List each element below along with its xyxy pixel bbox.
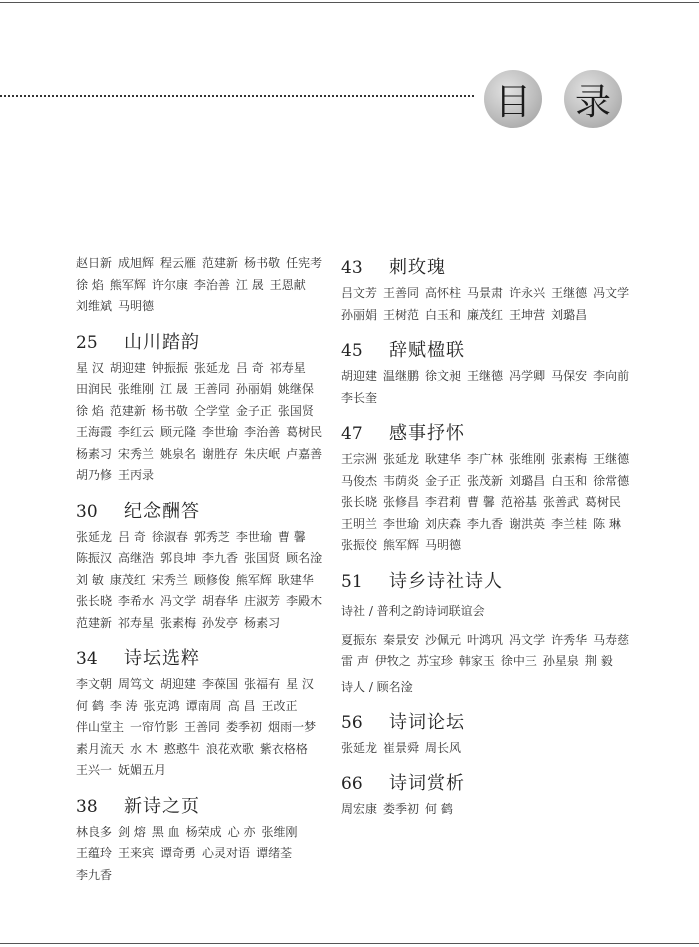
- subsection-label: 诗社 / 普利之韵诗词联谊会: [341, 603, 485, 618]
- author-name: 高怀柱: [425, 286, 462, 300]
- section-title: 诗词论坛: [389, 711, 465, 733]
- author-name: 赵日新: [76, 256, 113, 270]
- author-name: 王继德: [551, 286, 588, 300]
- author-list: [341, 449, 641, 557]
- author-name: 张修昌: [383, 495, 420, 509]
- section-title: 刺玫瑰: [389, 257, 446, 278]
- author-name: 李殿木: [286, 594, 323, 608]
- author-name: 卢嘉善: [286, 446, 323, 461]
- author-name: 杨书敬: [151, 403, 188, 418]
- author-name: 胡迎建: [160, 677, 197, 691]
- author-name: 浪花欢歌: [205, 741, 254, 756]
- author-name: 范裕基: [500, 495, 537, 509]
- author-name: 胡迎建: [109, 360, 146, 375]
- author-name: 成旭辉: [118, 256, 155, 270]
- author-name: 金子正: [425, 473, 462, 488]
- author-name: 李九香: [202, 551, 239, 565]
- author-list: [76, 358, 331, 487]
- author-name: 徐淑春: [151, 529, 188, 544]
- author-name: 熊军辉: [383, 538, 420, 552]
- author-name: 王兴一: [76, 763, 113, 777]
- author-name: 宋秀兰: [151, 572, 188, 587]
- toc-right-column: [341, 253, 641, 831]
- section-page-number: 30: [76, 501, 98, 522]
- author-name: 许秀华: [551, 632, 588, 647]
- author-name: 星 汉: [76, 360, 104, 375]
- section-heading[interactable]: [341, 567, 641, 597]
- author-name: 素月流天: [76, 741, 125, 756]
- author-list: [341, 366, 641, 409]
- section-title: 新诗之页: [124, 795, 200, 817]
- author-name: 王海霞: [76, 425, 113, 439]
- author-name: 冯学卿: [509, 369, 546, 383]
- section-heading[interactable]: [76, 792, 331, 822]
- author-name: 曹 馨: [277, 529, 306, 544]
- author-name: 黑 血: [151, 824, 180, 839]
- section-page-number: 25: [76, 332, 98, 353]
- author-name: 李长奎: [341, 390, 378, 405]
- author-name: 耿建华: [277, 572, 314, 587]
- section-page-number: 38: [76, 796, 98, 817]
- author-name: 娄季初: [383, 802, 420, 816]
- author-name: 心 亦: [227, 824, 256, 839]
- author-name: 高继浩: [118, 551, 155, 565]
- author-name: 夏振东: [341, 632, 378, 647]
- author-name: 温继鹏: [383, 369, 420, 383]
- author-list: [76, 674, 331, 782]
- author-name: 剑 熔: [118, 824, 146, 839]
- author-name: 范建新: [109, 403, 146, 418]
- author-name: 曹 馨: [467, 495, 495, 509]
- author-name: 郭秀芝: [193, 529, 230, 544]
- author-name: 徐常德: [593, 473, 630, 488]
- author-name: 白玉和: [425, 307, 462, 322]
- section-title: 纪念酬答: [124, 500, 200, 522]
- author-name: 胡春华: [202, 594, 239, 608]
- author-name: 熊军辉: [235, 572, 272, 587]
- title-char-2: 录: [574, 81, 611, 123]
- author-name: 张延龙: [193, 360, 230, 375]
- author-name: 冯文学: [593, 286, 630, 300]
- section-heading[interactable]: [76, 497, 331, 527]
- author-name: 吕 奇: [235, 360, 264, 375]
- author-name: 祁寿星: [118, 615, 155, 630]
- section-page-number: 45: [341, 341, 363, 361]
- author-name: 范建新: [202, 256, 239, 270]
- author-name: 王树范: [383, 307, 420, 322]
- title-char-disc-1: [484, 70, 542, 128]
- author-list: [341, 738, 641, 760]
- section-heading[interactable]: [76, 644, 331, 674]
- author-name: 李九香: [76, 867, 113, 882]
- author-name: 王继德: [593, 452, 630, 466]
- author-name: 叶鸿巩: [467, 632, 504, 647]
- author-name: 张国贤: [277, 403, 314, 418]
- author-name: 金子正: [235, 403, 272, 418]
- author-name: 张维刚: [118, 382, 155, 396]
- author-name: 张延龙: [76, 529, 113, 544]
- toc-section: [76, 792, 331, 887]
- section-heading[interactable]: [341, 336, 641, 366]
- toc-section: [341, 336, 641, 409]
- author-name: 杨素习: [76, 446, 113, 461]
- author-name: 王善同: [383, 286, 420, 300]
- author-name: 吕文芳: [341, 286, 378, 300]
- author-name: 白玉和: [551, 473, 588, 488]
- author-name: 张长晓: [76, 594, 113, 608]
- author-name: 张维刚: [509, 452, 546, 466]
- author-name: 秦景安: [383, 632, 420, 647]
- section-heading[interactable]: [341, 708, 641, 738]
- author-name: 郭良坤: [160, 551, 197, 565]
- author-name: 周笃文: [118, 677, 155, 691]
- top-border-line: [0, 2, 699, 3]
- author-name: 江 晟: [235, 277, 264, 292]
- author-name: 谭绪荃: [256, 846, 293, 860]
- author-name: 王善同: [184, 720, 221, 734]
- author-name: 程云雁: [160, 256, 197, 270]
- dotted-rule: [0, 95, 474, 97]
- author-name: 李世瑜: [202, 425, 239, 439]
- author-name: 谢洪英: [509, 516, 546, 531]
- author-name: 冯文学: [160, 594, 197, 608]
- section-heading[interactable]: [341, 769, 641, 799]
- author-name: 杨荣成: [185, 824, 222, 839]
- author-name: 葛树民: [584, 495, 621, 509]
- author-name: 王坤营: [509, 307, 546, 322]
- author-name: 顾名淦: [286, 551, 323, 565]
- author-name: 江 晟: [160, 382, 188, 396]
- author-list: [76, 527, 331, 635]
- author-name: 何 鹤: [425, 802, 453, 816]
- author-name: 祁寿星: [269, 360, 306, 375]
- author-name: 顾元隆: [160, 425, 197, 439]
- author-name: 刘维斌: [76, 299, 113, 313]
- author-list: [341, 630, 641, 673]
- author-name: 刘璐昌: [509, 473, 546, 488]
- author-name: 葛树民: [286, 425, 323, 439]
- toc-section: [341, 253, 641, 326]
- toc-section: [76, 328, 331, 487]
- author-name: 张素梅: [160, 615, 197, 630]
- toc-section: [341, 567, 641, 698]
- toc-section: [341, 708, 641, 760]
- author-name: 谢胜存: [202, 446, 239, 461]
- author-name: 水 木: [130, 741, 158, 756]
- section-title: 诗乡诗社诗人: [389, 570, 503, 592]
- author-name: 朱庆岷: [244, 446, 281, 461]
- author-name: 王来宾: [118, 846, 155, 860]
- author-list: [76, 253, 331, 318]
- author-name: 娄季初: [226, 720, 263, 734]
- author-name: 徐 焰: [76, 277, 104, 292]
- author-name: 何 鹤: [76, 698, 104, 713]
- author-name: 张延龙: [383, 452, 420, 466]
- author-name: 张延龙: [341, 740, 378, 755]
- author-name: 王蕴玲: [76, 846, 113, 860]
- author-name: 李广林: [467, 452, 504, 466]
- author-name: 张素梅: [551, 452, 588, 466]
- author-name: 李治善: [193, 277, 230, 292]
- section-heading[interactable]: [341, 253, 641, 283]
- author-name: 沙佩元: [425, 632, 462, 647]
- section-title: 诗坛选粹: [124, 648, 200, 669]
- author-name: 荆 毅: [584, 654, 613, 668]
- author-name: 孙发亭: [202, 615, 239, 630]
- author-name: 苏宝珍: [416, 654, 453, 668]
- author-name: 张克鸿: [143, 698, 180, 713]
- author-name: 马俊杰: [341, 473, 378, 488]
- author-name: 憨憨牛: [163, 741, 200, 756]
- author-name: 徐 焰: [76, 403, 104, 418]
- author-name: 孙丽娟: [341, 307, 378, 322]
- toc-left-column: [76, 253, 331, 896]
- author-name: 王明兰: [341, 516, 378, 531]
- author-name: 王善同: [193, 382, 230, 396]
- author-name: 李希水: [118, 594, 155, 608]
- author-name: 刘璐昌: [551, 307, 588, 322]
- author-name: 李 涛: [109, 698, 138, 713]
- author-name: 心灵对语: [202, 846, 251, 860]
- author-name: 马明德: [118, 299, 155, 313]
- author-name: 李世瑜: [383, 516, 420, 531]
- author-name: 星 汉: [286, 677, 314, 691]
- author-name: 康茂红: [109, 572, 146, 587]
- author-name: 张国贤: [244, 551, 281, 565]
- author-name: 雷 声: [341, 654, 369, 668]
- author-name: 熊军辉: [109, 277, 146, 292]
- author-name: 孙丽娟: [235, 382, 272, 396]
- section-title: 辞赋楹联: [389, 340, 465, 361]
- author-name: 张维刚: [261, 824, 298, 839]
- author-name: 伊牧之: [374, 654, 411, 668]
- author-name: 胡迎建: [341, 369, 378, 383]
- author-name: 高 昌: [227, 698, 256, 713]
- author-name: 王改正: [261, 698, 298, 713]
- author-name: 张茂新: [467, 473, 504, 488]
- author-name: 姚泉名: [160, 446, 197, 461]
- author-name: 王丙录: [118, 468, 155, 482]
- subsection-label: 诗人 / 顾名淦: [341, 679, 413, 694]
- author-name: 韩家玉: [458, 654, 495, 668]
- section-title: 诗词赏析: [389, 773, 465, 794]
- author-name: 田润民: [76, 382, 113, 396]
- author-name: 马景肃: [467, 286, 504, 300]
- author-name: 李红云: [118, 425, 155, 439]
- author-name: 紫衣格格: [259, 741, 308, 756]
- author-name: 王宗洲: [341, 452, 378, 466]
- author-name: 王继德: [467, 369, 504, 383]
- author-name: 崔景舜: [383, 740, 420, 755]
- author-name: 谭南周: [185, 698, 222, 713]
- section-page-number: 56: [341, 712, 363, 733]
- toc-section: [341, 769, 641, 821]
- toc-section: [341, 419, 641, 557]
- author-name: 张善武: [542, 495, 579, 509]
- section-page-number: 51: [341, 571, 363, 592]
- author-name: 李向前: [593, 369, 630, 383]
- author-name: 李世瑜: [235, 529, 272, 544]
- author-name: 张振佼: [341, 538, 378, 552]
- author-name: 一帘竹影: [130, 720, 179, 734]
- author-name: 廉茂红: [467, 307, 504, 322]
- author-name: 妩媚五月: [118, 763, 167, 777]
- author-name: 陈振汉: [76, 551, 113, 565]
- author-name: 徐文昶: [425, 369, 462, 383]
- author-name: 马保安: [551, 369, 588, 383]
- author-name: 顾修俊: [193, 572, 230, 587]
- author-name: 姚继保: [277, 382, 314, 396]
- author-list: [341, 283, 641, 326]
- author-name: 马寿慈: [593, 632, 630, 647]
- author-name: 马明德: [425, 538, 462, 552]
- author-name: 张福有: [244, 677, 281, 691]
- section-heading[interactable]: [341, 419, 641, 449]
- section-title: 山川踏韵: [124, 331, 200, 353]
- title-char-disc-2: [564, 70, 622, 128]
- author-name: 宋秀兰: [118, 446, 155, 461]
- author-name: 谭奇勇: [160, 846, 197, 860]
- author-name: 周长风: [425, 740, 462, 755]
- author-name: 任宪考: [286, 256, 323, 270]
- section-page-number: 34: [76, 649, 98, 669]
- author-name: 吕 奇: [118, 529, 146, 544]
- section-page-number: 47: [341, 424, 363, 444]
- author-name: 孙星泉: [542, 654, 579, 668]
- author-name: 钟振振: [151, 360, 188, 375]
- author-name: 李治善: [244, 425, 281, 439]
- author-name: 李君莉: [425, 495, 462, 509]
- author-name: 耿建华: [425, 452, 462, 466]
- toc-section: [76, 497, 331, 635]
- author-name: 胡乃修: [76, 468, 113, 482]
- author-name: 韦荫炎: [383, 473, 420, 488]
- author-name: 张长晓: [341, 495, 378, 509]
- author-name: 林良多: [76, 824, 113, 839]
- section-title: 感事抒怀: [389, 423, 465, 444]
- section-page-number: 66: [341, 774, 363, 794]
- author-name: 杨素习: [244, 615, 281, 630]
- author-name: 徐中三: [500, 654, 537, 668]
- section-page-number: 43: [341, 258, 363, 278]
- author-name: 许永兴: [509, 286, 546, 300]
- author-name: 杨书敬: [244, 256, 281, 270]
- author-name: 冯文学: [509, 632, 546, 647]
- lead-continued-names: [76, 253, 331, 318]
- author-name: 许尔康: [151, 277, 188, 292]
- author-name: 庄淑芳: [244, 594, 281, 608]
- toc-section: [76, 644, 331, 782]
- author-name: 李文朝: [76, 677, 113, 691]
- author-name: 王恩献: [269, 277, 306, 292]
- author-name: 刘 敏: [76, 572, 104, 587]
- author-list: [341, 799, 641, 821]
- author-name: 陈 琳: [593, 516, 621, 531]
- author-name: 李兰桂: [551, 516, 588, 531]
- author-name: 范建新: [76, 615, 113, 630]
- author-name: 烟雨一梦: [268, 720, 317, 734]
- author-name: 仝学堂: [193, 403, 230, 418]
- author-name: 刘庆森: [425, 516, 462, 531]
- author-name: 李葆国: [202, 677, 239, 691]
- title-char-1: 目: [494, 81, 531, 123]
- section-heading[interactable]: [76, 328, 331, 358]
- bottom-border-line: [0, 943, 699, 944]
- author-name: 周宏康: [341, 802, 378, 816]
- author-list: [76, 822, 331, 887]
- author-name: 伴山堂主: [76, 720, 125, 734]
- author-name: 李九香: [467, 516, 504, 531]
